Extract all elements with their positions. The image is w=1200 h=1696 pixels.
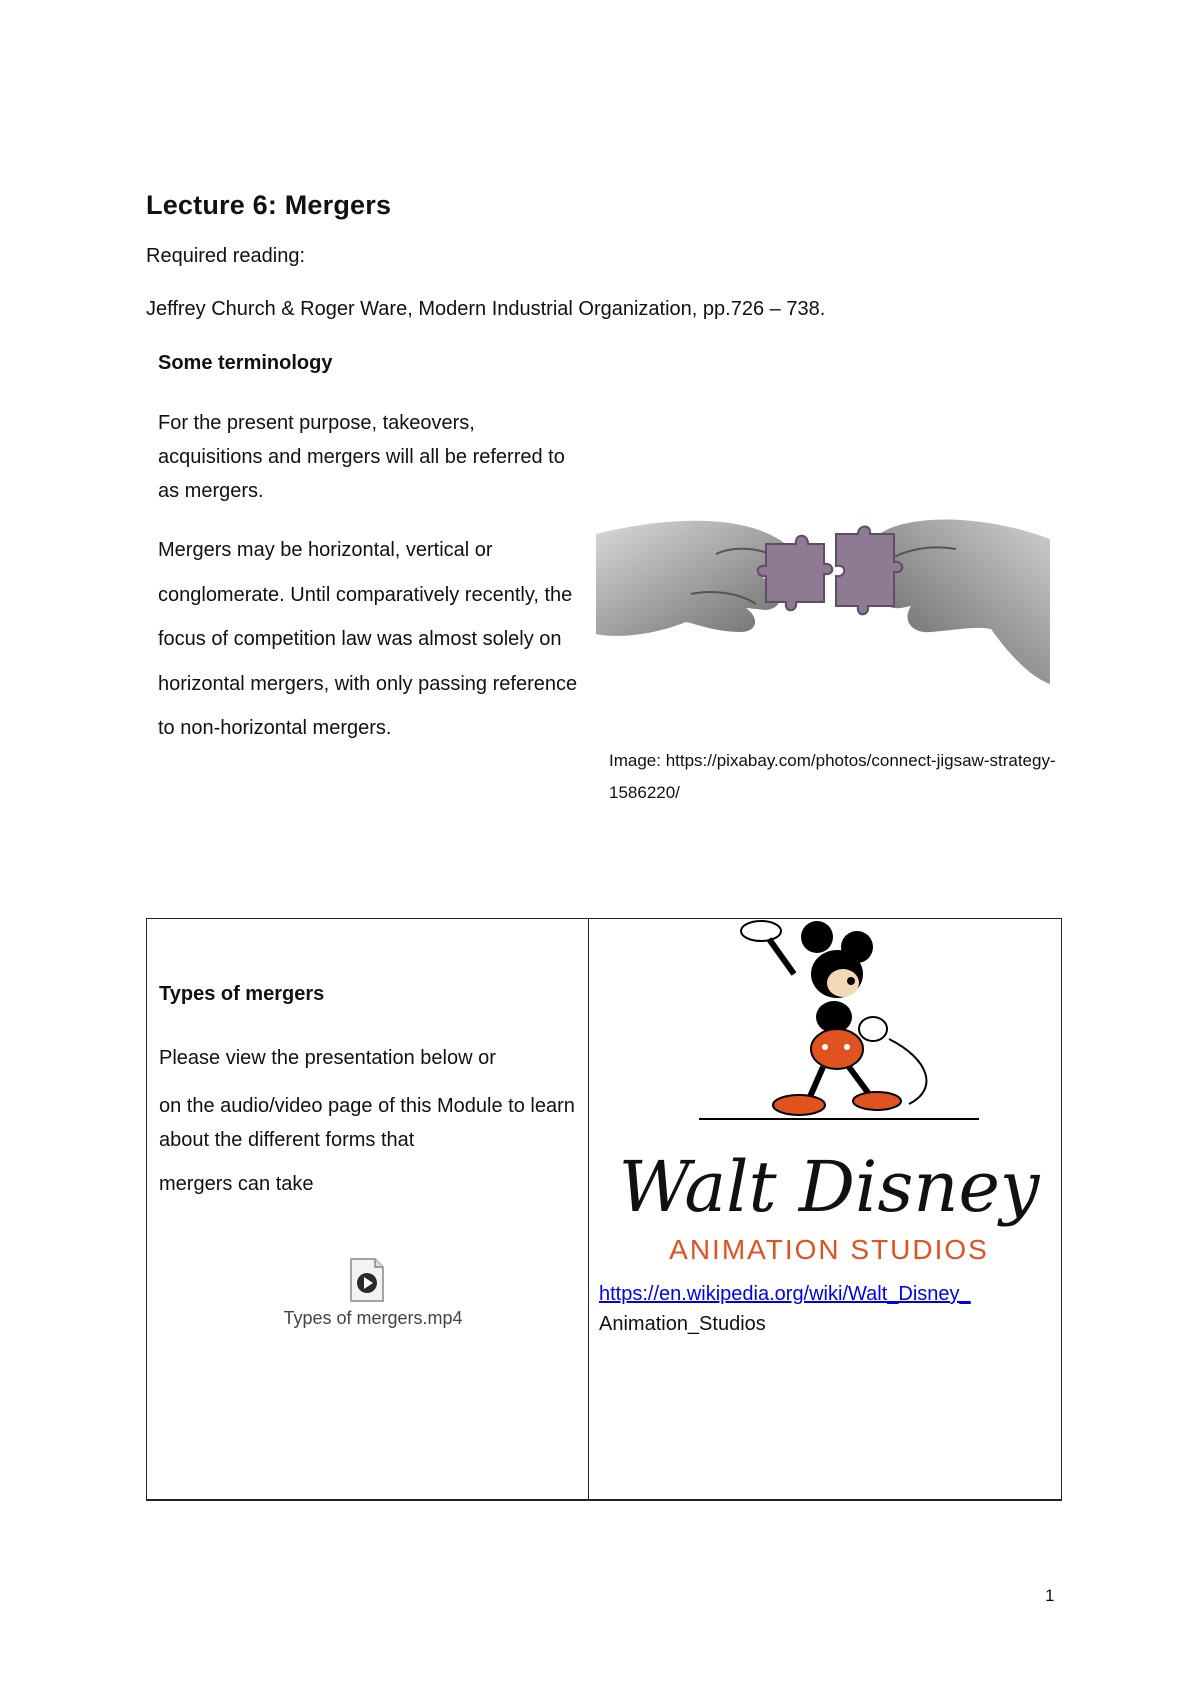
section-heading: Some terminology — [158, 352, 333, 374]
wikipedia-link-continuation[interactable]: Animation_Studios — [599, 1313, 766, 1335]
page-title: Lecture 6: Mergers — [146, 190, 392, 220]
disney-script-logo: Walt Disney — [618, 1146, 1040, 1228]
presentation-instruction-line2: on the audio/video page of this Module to learn about the different forms that — [159, 1095, 575, 1151]
disney-logo-image — [599, 919, 1059, 1264]
mergers-table — [146, 918, 1062, 1501]
merger-types-paragraph: Mergers may be horizontal, vertical or conglomerate. Until comparatively recently, the focus of competition law was almost solely on horizontal mergers, with only passing reference to non-horizontal mergers. — [158, 539, 578, 739]
wikipedia-link[interactable]: https://en.wikipedia.org/wiki/Walt_Disney_ — [599, 1283, 971, 1305]
presentation-instruction-line3: mergers can take — [159, 1173, 314, 1195]
puzzle-hands-image — [596, 514, 1050, 690]
terminology-paragraph: For the present purpose, takeovers, acquisitions and mergers will all be referred to as mergers. — [158, 412, 565, 502]
page-number: 1 — [1045, 1586, 1055, 1605]
presentation-instruction-line1: Please view the presentation below or — [159, 1047, 496, 1069]
animation-studios-text: ANIMATION STUDIOS — [669, 1234, 989, 1264]
required-reading-label: Required reading: — [146, 245, 305, 267]
image-caption: Image: https://pixabay.com/photos/connect-jigsaw-strategy-1586220/ — [609, 751, 1056, 802]
citation: Jeffrey Church & Roger Ware, Modern Industrial Organization, pp.726 – 738. — [146, 298, 826, 320]
video-file-icon[interactable] — [349, 1257, 385, 1303]
table-column-divider — [588, 919, 589, 1499]
types-of-mergers-heading: Types of mergers — [159, 983, 325, 1005]
video-file-name[interactable]: Types of mergers.mp4 — [283, 1308, 463, 1328]
